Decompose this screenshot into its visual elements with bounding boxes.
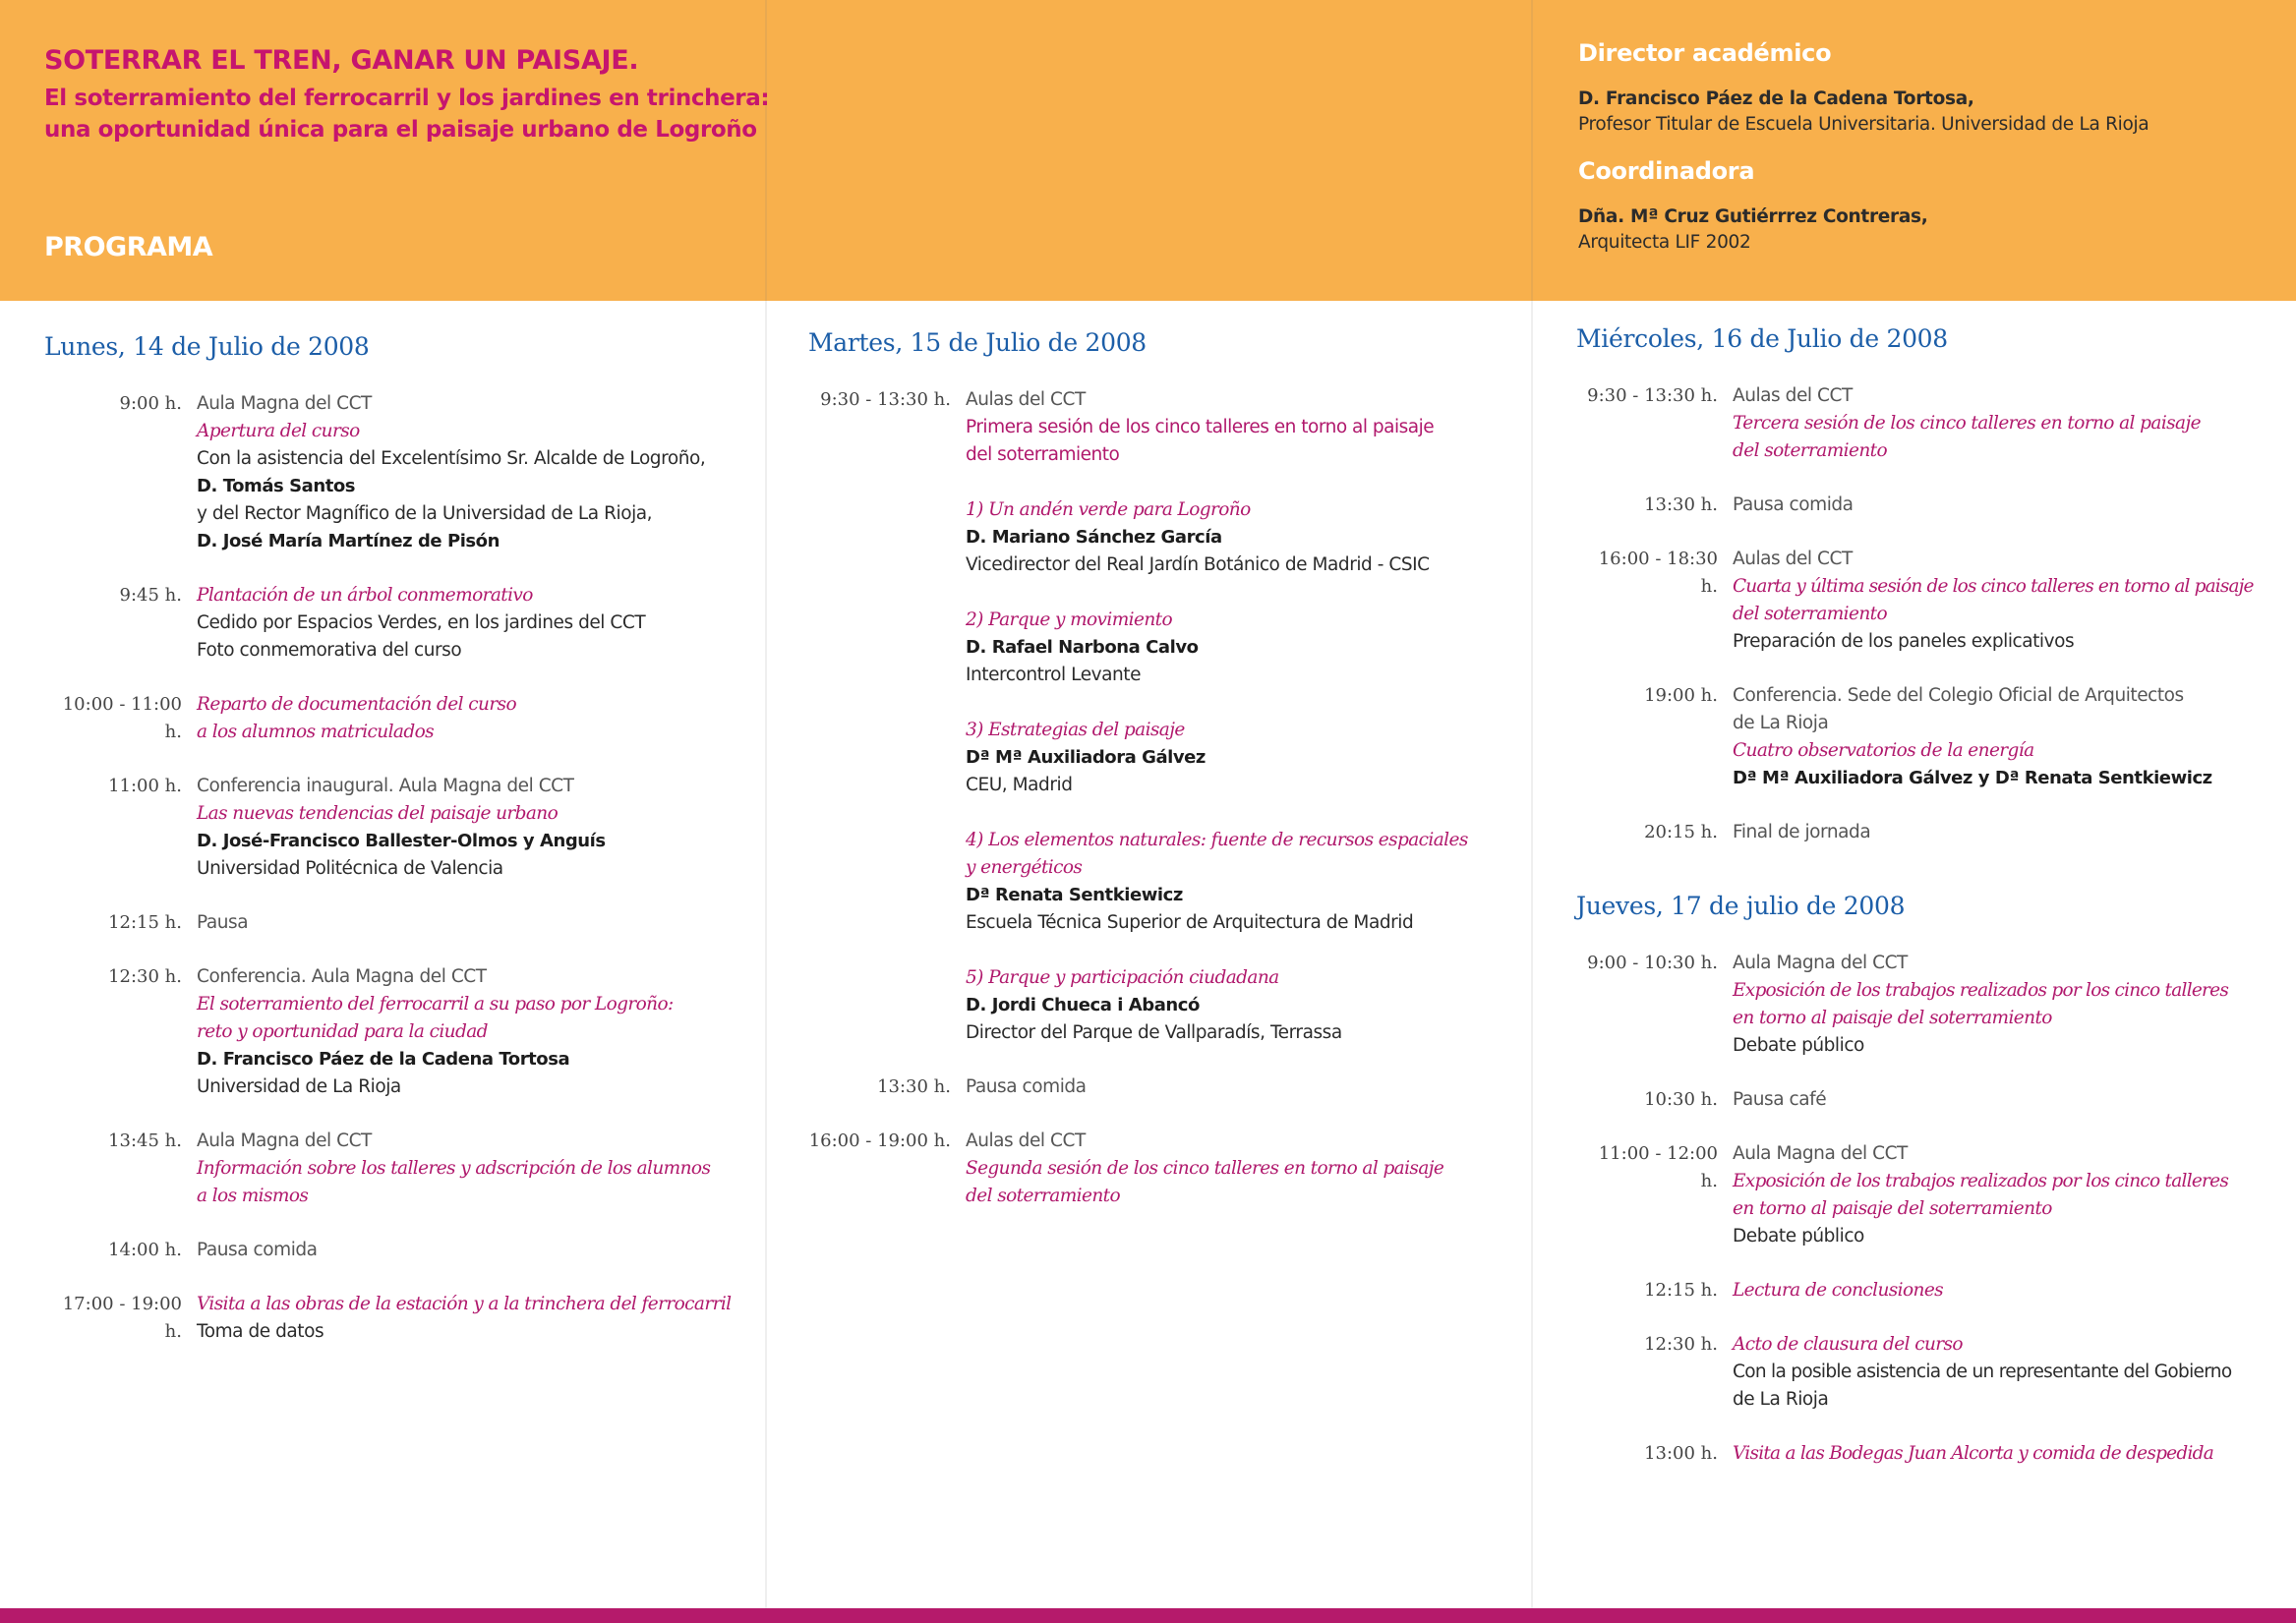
item-details — [1733, 382, 2289, 465]
schedule-item — [808, 386, 1536, 1047]
item-time: 11:00 - 12:00 h. — [1598, 1143, 1718, 1191]
item-topic: Reparto de documentación del curso — [197, 694, 516, 715]
monday-column — [44, 332, 762, 1372]
workshop-title: 3) Estrategias del paisaje — [966, 720, 1185, 740]
schedule-item — [1576, 1086, 2289, 1114]
workshop-affiliation: Intercontrol Levante — [966, 665, 1142, 685]
item-details — [197, 390, 762, 555]
workshop — [966, 827, 1536, 937]
item-time: 10:30 h. — [1644, 1089, 1718, 1110]
programa-heading: PROGRAMA — [44, 232, 213, 262]
staff-block — [1578, 39, 2286, 275]
item-time: 13:30 h. — [877, 1076, 951, 1097]
item-note: Universidad Politécnica de Valencia — [197, 858, 503, 879]
item-topic: del soterramiento — [966, 444, 1120, 465]
item-speaker: D. José-Francisco Ballester-Olmos y Anguís — [197, 831, 606, 851]
workshop-affiliation: Escuela Técnica Superior de Arquitectura de Madrid — [966, 912, 1414, 933]
schedule-item — [44, 1291, 762, 1346]
workshop-affiliation: Vicedirector del Real Jardín Botánico de Madrid - CSIC — [966, 554, 1430, 575]
wednesday-thursday-column — [1576, 324, 2289, 1494]
item-place: Pausa — [197, 912, 249, 933]
item-time: 19:00 h. — [1644, 685, 1718, 706]
workshop-title: 4) Los elementos naturales: fuente de recursos espaciales — [966, 830, 1468, 850]
item-details — [197, 909, 762, 937]
workshop — [966, 496, 1536, 579]
item-note: Cedido por Espacios Verdes, en los jardines del CCT — [197, 612, 646, 633]
item-topic: Exposición de los trabajos realizados por los cinco talleres — [1733, 1171, 2229, 1191]
item-topic: Visita a las Bodegas Juan Alcorta y comida de despedida — [1733, 1443, 2213, 1464]
item-time: 12:15 h. — [108, 912, 182, 933]
item-place: Pausa comida — [966, 1076, 1087, 1097]
item-topic: El soterramiento del ferrocarril a su paso por Logroño: — [197, 994, 674, 1014]
item-place: Pausa comida — [197, 1240, 318, 1260]
director-name: D. Francisco Páez de la Cadena Tortosa, — [1578, 88, 1974, 109]
item-time: 12:30 h. — [108, 966, 182, 987]
schedule-item — [808, 1128, 1536, 1210]
schedule-item — [1576, 1140, 2289, 1250]
item-topic: Primera sesión de los cinco talleres en torno al paisaje — [966, 417, 1435, 437]
item-topic: Cuatro observatorios de la energía — [1733, 740, 2034, 761]
coordinator-post: Arquitecta LIF 2002 — [1578, 232, 1751, 253]
item-time: 13:00 h. — [1644, 1443, 1718, 1464]
item-topic: Exposición de los trabajos realizados por los cinco talleres — [1733, 980, 2229, 1001]
coordinator-role: Coordinadora — [1578, 157, 1755, 185]
workshop-title: 5) Parque y participación ciudadana — [966, 967, 1279, 988]
item-details — [1733, 1331, 2289, 1414]
schedule-item — [1576, 382, 2289, 465]
item-time: 10:00 - 11:00 h. — [62, 694, 182, 742]
schedule-item — [44, 773, 762, 883]
item-place: Pausa café — [1733, 1089, 1827, 1110]
schedule-item — [1576, 950, 2289, 1060]
item-place: Aulas del CCT — [966, 1130, 1086, 1151]
item-time: 9:00 h. — [119, 393, 182, 414]
schedule-item — [44, 582, 762, 665]
item-topic: en torno al paisaje del soterramiento — [1733, 1198, 2052, 1219]
workshop-title: y energéticos — [966, 857, 1083, 878]
item-place: Conferencia inaugural. Aula Magna del CCT — [197, 776, 574, 796]
item-speaker: D. Tomás Santos — [197, 476, 356, 496]
schedule-item — [1576, 1440, 2289, 1468]
schedule-item — [44, 691, 762, 746]
coordinator-name: Dña. Mª Cruz Gutiérrrez Contreras, — [1578, 206, 1928, 227]
item-time: 11:00 h. — [108, 776, 182, 796]
workshop-speaker: D. Jordi Chueca i Abancó — [966, 995, 1200, 1015]
item-topic: Apertura del curso — [197, 421, 360, 441]
item-note: Con la posible asistencia de un representante del Gobierno — [1733, 1362, 2232, 1382]
director-role: Director académico — [1578, 39, 1832, 67]
item-time: 20:15 h. — [1644, 822, 1718, 842]
item-topic: a los mismos — [197, 1186, 309, 1206]
schedule-item — [1576, 1277, 2289, 1304]
item-place: Aula Magna del CCT — [197, 1130, 372, 1151]
schedule-item — [44, 1128, 762, 1210]
schedule-item — [1576, 546, 2289, 656]
item-time: 16:00 - 18:30 h. — [1598, 549, 1718, 597]
item-details — [1733, 492, 2289, 519]
item-time: 9:30 - 13:30 h. — [1587, 385, 1718, 406]
item-topic: del soterramiento — [1733, 440, 1888, 461]
item-place: Conferencia. Aula Magna del CCT — [197, 966, 487, 987]
item-details — [966, 1073, 1536, 1101]
item-time: 9:30 - 13:30 h. — [820, 389, 951, 410]
item-note: Preparación de los paneles explicativos — [1733, 631, 2075, 652]
item-note: Toma de datos — [197, 1321, 324, 1342]
item-time: 12:15 h. — [1644, 1280, 1718, 1301]
item-time: 13:30 h. — [1644, 494, 1718, 515]
item-details — [1733, 1440, 2289, 1468]
schedule-item — [44, 909, 762, 937]
workshop — [966, 964, 1536, 1047]
item-details — [966, 1128, 1536, 1210]
item-details — [1733, 950, 2289, 1060]
workshop — [966, 717, 1536, 799]
item-details — [1733, 1140, 2289, 1250]
item-note: Foto conmemorativa del curso — [197, 640, 462, 661]
workshop-speaker: Dª Renata Sentkiewicz — [966, 885, 1183, 905]
item-place: Aula Magna del CCT — [1733, 1143, 1908, 1164]
item-topic: Lectura de conclusiones — [1733, 1280, 1944, 1301]
item-place: Conferencia. Sede del Colegio Oficial de Arquitectos — [1733, 685, 2184, 706]
workshop — [966, 607, 1536, 689]
item-place: Aulas del CCT — [1733, 549, 1853, 569]
bottom-bar — [0, 1608, 2296, 1623]
day-title-thursday: Jueves, 17 de julio de 2008 — [1576, 892, 1906, 920]
item-note: Debate público — [1733, 1035, 1864, 1056]
schedule-item — [1576, 819, 2289, 846]
item-topic: Tercera sesión de los cinco talleres en torno al paisaje — [1733, 413, 2201, 434]
course-subtitle — [44, 83, 772, 145]
workshop-speaker: D. Mariano Sánchez García — [966, 527, 1222, 548]
schedule-item — [44, 963, 762, 1101]
item-details — [1733, 1277, 2289, 1304]
schedule-item — [44, 1237, 762, 1264]
item-details — [966, 386, 1536, 1047]
item-topic: Visita a las obras de la estación y a la trinchera del ferrocarril — [197, 1294, 732, 1314]
item-note: de La Rioja — [1733, 1389, 1829, 1410]
item-details — [197, 773, 762, 883]
item-topic: Las nuevas tendencias del paisaje urbano — [197, 803, 559, 824]
item-topic: Información sobre los talleres y adscripción de los alumnos — [197, 1158, 711, 1179]
item-topic: Plantación de un árbol conmemorativo — [197, 585, 533, 606]
item-speaker: D. José María Martínez de Pisón — [197, 531, 500, 551]
item-note: Universidad de La Rioja — [197, 1076, 401, 1097]
director-post: Profesor Titular de Escuela Universitaria. Universidad de La Rioja — [1578, 114, 2149, 135]
item-topic: a los alumnos matriculados — [197, 722, 435, 742]
item-time: 14:00 h. — [108, 1240, 182, 1260]
item-topic: del soterramiento — [1733, 604, 1888, 624]
item-speaker: Dª Mª Auxiliadora Gálvez y Dª Renata Sentkiewicz — [1733, 768, 2212, 788]
item-time: 9:45 h. — [119, 585, 182, 606]
day-title-monday: Lunes, 14 de Julio de 2008 — [44, 332, 370, 361]
workshop-speaker: D. Rafael Narbona Calvo — [966, 637, 1199, 658]
item-place: de La Rioja — [1733, 713, 1829, 733]
tuesday-column — [808, 328, 1536, 1237]
item-time: 17:00 - 19:00 h. — [62, 1294, 182, 1342]
item-topic: Segunda sesión de los cinco talleres en torno al paisaje — [966, 1158, 1444, 1179]
item-details — [1733, 819, 2289, 846]
schedule-item — [44, 390, 762, 555]
item-note: y del Rector Magnífico de la Universidad de La Rioja, — [197, 503, 653, 524]
item-time: 9:00 - 10:30 h. — [1587, 953, 1718, 973]
item-place: Aula Magna del CCT — [1733, 953, 1908, 973]
workshop-title: 1) Un andén verde para Logroño — [966, 499, 1251, 520]
item-note: Debate público — [1733, 1226, 1864, 1246]
item-topic: en torno al paisaje del soterramiento — [1733, 1008, 2052, 1028]
item-time: 13:45 h. — [108, 1130, 182, 1151]
item-details — [1733, 682, 2289, 792]
item-time: 12:30 h. — [1644, 1334, 1718, 1355]
item-place: Aula Magna del CCT — [197, 393, 372, 414]
schedule-item — [1576, 1331, 2289, 1414]
item-details — [197, 1237, 762, 1264]
item-topic: Acto de clausura del curso — [1733, 1334, 1963, 1355]
item-topic: del soterramiento — [966, 1186, 1121, 1206]
course-title: SOTERRAR EL TREN, GANAR UN PAISAJE. — [44, 45, 639, 76]
item-place: Aulas del CCT — [966, 389, 1086, 410]
item-details — [1733, 546, 2289, 656]
item-details — [197, 691, 762, 746]
item-details — [197, 582, 762, 665]
schedule-item — [808, 1073, 1536, 1101]
fold-line — [765, 0, 767, 1623]
schedule-item — [1576, 682, 2289, 792]
workshop-speaker: Dª Mª Auxiliadora Gálvez — [966, 747, 1206, 768]
item-topic: reto y oportunidad para la ciudad — [197, 1021, 488, 1042]
workshop-title: 2) Parque y movimiento — [966, 609, 1173, 630]
item-place: Pausa comida — [1733, 494, 1854, 515]
subtitle-line: una oportunidad única para el paisaje urbano de Logroño — [44, 117, 757, 143]
item-place: Final de jornada — [1733, 822, 1871, 842]
item-speaker: D. Francisco Páez de la Cadena Tortosa — [197, 1049, 570, 1070]
workshop-affiliation: Director del Parque de Vallparadís, Terrassa — [966, 1022, 1342, 1043]
item-time: 16:00 - 19:00 h. — [808, 1130, 951, 1151]
item-note: Con la asistencia del Excelentísimo Sr. Alcalde de Logroño, — [197, 448, 706, 469]
day-title-wednesday: Miércoles, 16 de Julio de 2008 — [1576, 324, 1948, 353]
item-details — [197, 1128, 762, 1210]
item-place: Aulas del CCT — [1733, 385, 1853, 406]
item-details — [1733, 1086, 2289, 1114]
item-details — [197, 1291, 762, 1346]
item-details — [197, 963, 762, 1101]
day-title-tuesday: Martes, 15 de Julio de 2008 — [808, 328, 1147, 357]
subtitle-line: El soterramiento del ferrocarril y los jardines en trinchera: — [44, 86, 770, 111]
workshop-affiliation: CEU, Madrid — [966, 775, 1073, 795]
schedule-item — [1576, 492, 2289, 519]
item-topic: Cuarta y última sesión de los cinco talleres en torno al paisaje — [1733, 576, 2254, 597]
